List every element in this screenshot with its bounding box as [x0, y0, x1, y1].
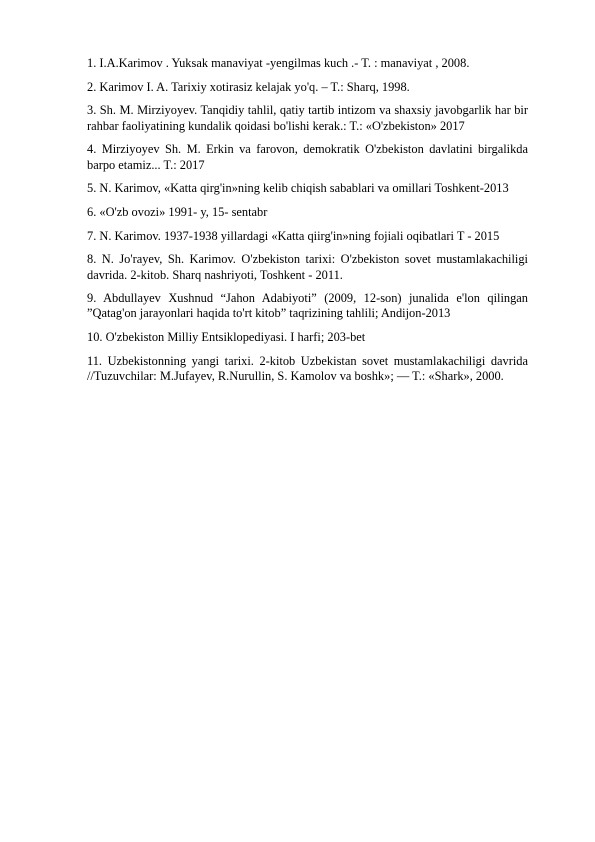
reference-item-8: 8. N. Jo'rayev, Sh. Karimov. O'zbekiston tarixi: O'zbekiston sovet mustamlakachiligi davrida. 2-kitob. Sharq nashriyoti, Toshkent - 2011. [87, 252, 528, 282]
reference-item-6: 6. «O'zb ovozi» 1991- y, 15- sentabr [87, 204, 268, 219]
reference-item-3: 3. Sh. M. Mirziyoyev. Tanqidiy tahlil, qatiy tartib intizom va shaxsiy javobgarlik har bir rahbar faoliyatining kundalik qoidasi bo'lishi kerak.: T.: «O'zbekiston» 2017 [87, 103, 528, 133]
reference-list [87, 56, 528, 393]
reference-item-7: 7. N. Karimov. 1937-1938 yillardagi «Katta qiirg'in»ning fojiali oqibatlari T - 2015 [87, 228, 500, 243]
reference-item-9: 9. Abdullayev Xushnud “Jahon Adabiyoti” (2009, 12-son) junalida e'lon qilingan ”Qatag'on jarayonlari haqida to'rt kitob” taqrizining tahlili; Andijon-2013 [87, 291, 528, 321]
reference-item-2: 2. Karimov I. A. Tarixiy xotirasiz kelajak yo'q. – T.: Sharq, 1998. [87, 79, 410, 94]
reference-item-4: 4. Mirziyoyev Sh. M. Erkin va farovon, demokratik O'zbekiston davlatini birgalikda barpo etamiz... T.: 2017 [87, 142, 528, 172]
reference-item-1: 1. I.A.Karimov . Yuksak manaviyat -yengilmas kuch .- T. : manaviyat , 2008. [87, 56, 470, 70]
reference-item-10: 10. O'zbekiston Milliy Entsiklopediyasi. I harfi; 203-bet [87, 330, 366, 345]
reference-item-11: 11. Uzbekistonning yangi tarixi. 2-kitob Uzbekistan sovet mustamlakachiligi davrida //Tuzuvchilar: M.Jufayev, R.Nurullin, S. Kamolov va boshk»; — T.: «Shark», 2000. [87, 353, 528, 384]
reference-item-5: 5. N. Karimov, «Katta qirg'in»ning kelib chiqish sabablari va omillari Toshkent-2013 [87, 181, 509, 196]
